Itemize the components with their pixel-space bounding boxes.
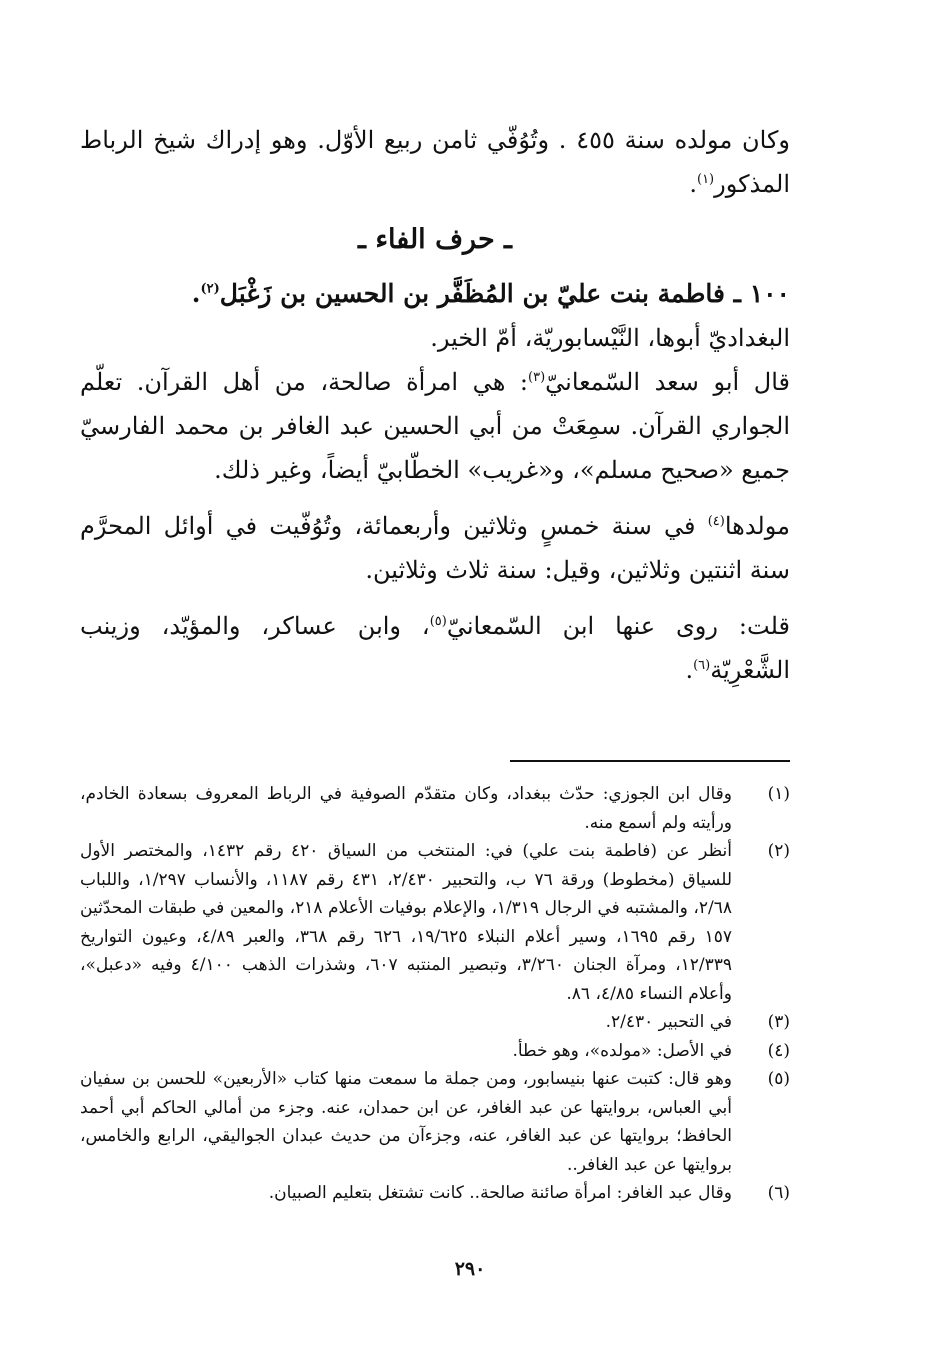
entry-paragraph: قال أبو سعد السّمعانيّ$^{(٣)}$: هي امرأة صالحة، من أهل القرآن. تعلّم الجواري القرآن. سمِعَتْ من أبي الحسين عبد الغافر بن محمد الفارسيّ جميع «صحيح مسلم»، و«غريب» الخطّابيّ أيضاً، وغير ذلك.: [80, 368, 790, 484]
footnote-text: في الأصل: «مولده»، وهو خطأ.: [512, 1040, 732, 1061]
footnote-text: أنظر عن (فاطمة بنت علي) في: المنتخب من السياق ٤٢٠ رقم ١٤٣٢، والمختصر الأول للسياق (مخطوط) ورقة ٧٦ ب، والتحبير ٢/٤٣٠، ٤٣١ رقم ١١٨٧، والأنساب ١/٢٩٧، واللباب ٢/٦٨، والمشتبه في الرجال ١/٣١٩، والإعلام بوفيات الأعلام ٢١٨، والمعين في طبقات المحدّثين ١٥٧ رقم ١٦٩٥، وسير أعلام النبلاء ١٩/٦٢٥، ٦٢٦ رقم ٣٦٨، والعبر ٤/٨٩، وعيون التواريخ ١٢/٣٣٩، ومرآة الجنان ٣/٢٦٠، وتبصير المنتبه ٦٠٧، وشذرات الذهب ٤/١٠٠ وفيه «دعبل»، وأعلام النساء ٤/٨٥، ٨٦.: [80, 841, 733, 1004]
main-text: [80, 118, 790, 692]
footnote-number: (٤): [767, 1040, 790, 1061]
footnote-ref: (٥): [429, 614, 447, 629]
footnotes: [80, 780, 790, 1208]
page-number: ٢٩٠: [454, 1258, 486, 1280]
footnote-ref: (٤): [707, 514, 725, 529]
entry-paragraph: مولدها$^{(٤)}$ في سنة خمسٍ وثلاثين وأربعمائة، وتُوُفّيت في أوائل المحرَّم سنة اثنتين وثلاثين، وقيل: سنة ثلاث وثلاثين.: [80, 512, 790, 584]
footnote-number: (٥): [767, 1069, 790, 1089]
footnote: [80, 1008, 790, 1037]
footnote: [80, 780, 790, 837]
footnote-text: في التحبير ٢/٤٣٠.: [605, 1012, 732, 1032]
footnote-number: (٢): [767, 841, 790, 861]
footnote-text: وهو قال: كتبت عنها بنيسابور، ومن جملة ما سمعت منها كتاب «الأربعين» للحسن بن سفيان أبي العباس، بروايتها عن عبد الغافر، عن ابن حمدان، عنه. وجزء من أمالي الحاكم أبي أحمد الحافظ؛ بروايتها عن عبد الغافر، عنه، وجزءآن من حديث عبدان الجواليقي، الرابع والخامس، بروايتها عن عبد الغافر..: [80, 1069, 732, 1175]
footnote-text: وقال عبد الغافر: امرأة صائنة صالحة.. كانت تشتغل بتعليم الصبيان.: [268, 1183, 732, 1203]
entry-paragraph: قلت: روى عنها ابن السّمعانيّ$^{(٥)}$، وابن عساكر، والمؤيّد، وزينب الشَّعْرِيّة$^{(٦)}$.: [80, 612, 790, 684]
footnote: [80, 1179, 790, 1208]
footnote: [80, 1065, 790, 1179]
footnote-number: (٦): [767, 1183, 790, 1203]
footnote-text: وقال ابن الجوزي: حدّث ببغداد، وكان متقدّم الصوفية في الرباط المعروف بسعادة الخادم، ورأيته ولم أسمع منه.: [80, 784, 732, 833]
footnote-ref: (٦): [693, 658, 711, 673]
footnote-divider: [510, 760, 790, 762]
footnote: [80, 1037, 790, 1066]
footnote-number: (١): [767, 784, 790, 804]
entry-line: البغداديّ أبوها، النَّيْسابوريّة، أمّ الخير.: [430, 324, 790, 352]
footnote: [80, 837, 790, 1008]
footnote-ref: (٢): [200, 281, 220, 297]
footnote-ref: (١): [696, 172, 715, 187]
footnote-ref: (٣): [528, 370, 546, 385]
entry-title: ١٠٠ ـ فاطمة بنت عليّ بن المُظَفَّر بن الحسين بن زَغْبَل$^{(٢)}$.: [191, 279, 790, 308]
footnote-number: (٣): [767, 1012, 790, 1032]
intro-paragraph: وكان مولده سنة ٤٥٥ . وتُوُفّي ثامن ربيع الأوّل. وهو إدراك شيخ الرباط المذكور$^{(١)}$.: [80, 126, 791, 198]
section-heading: ـ حرف الفاء ـ: [358, 224, 512, 255]
intro-text: وكان مولده سنة ٤٥٥ . وتُوُفّي ثامن ربيع الأوّل. وهو إدراك شيخ الرباط المذكور: [80, 126, 791, 198]
